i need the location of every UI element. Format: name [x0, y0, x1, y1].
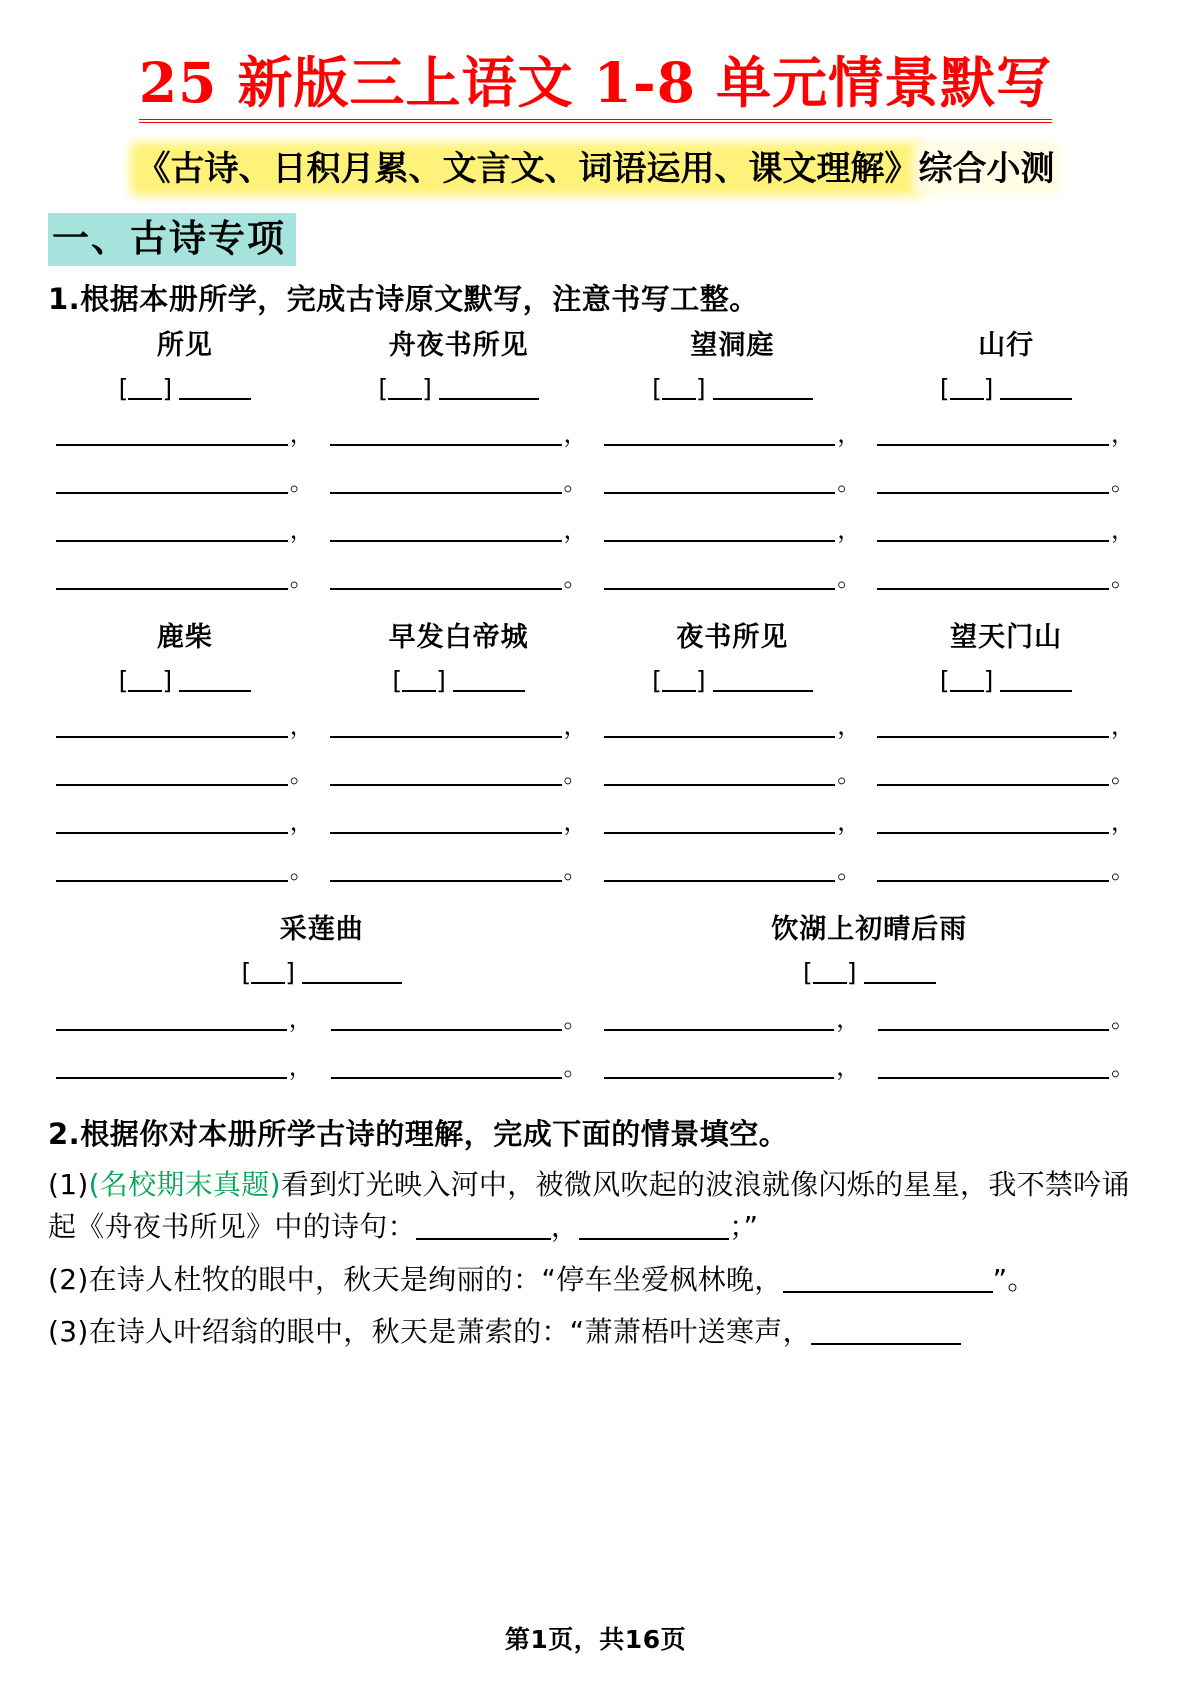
author-name-blank[interactable]	[302, 964, 402, 984]
punct: ，	[837, 808, 862, 837]
punct: 。	[563, 1052, 588, 1081]
poem-line-blank[interactable]	[604, 856, 862, 885]
punct: 。	[837, 760, 862, 789]
poem-line-blank[interactable]	[330, 516, 588, 542]
poem-line-blank[interactable]	[877, 516, 1135, 542]
punct: ，	[563, 419, 588, 448]
punct: ，	[1111, 515, 1135, 544]
author-name-blank[interactable]	[713, 672, 813, 692]
punct: 。	[563, 760, 588, 789]
poem-line-blank[interactable]	[330, 420, 588, 446]
poem-line-blank[interactable]	[56, 760, 314, 789]
punct: ，	[289, 808, 314, 837]
punct: 。	[837, 467, 862, 496]
fill-item-2	[48, 1259, 1143, 1302]
poem-line-blank[interactable]	[877, 468, 1135, 494]
author-name-blank[interactable]	[1000, 672, 1072, 692]
punct: 。	[1111, 760, 1135, 789]
item-end: ”。	[992, 1262, 1036, 1296]
poem-line-blank[interactable]	[877, 712, 1135, 741]
author-name-blank[interactable]	[179, 380, 251, 400]
poem-line-blank[interactable]	[604, 712, 862, 741]
answer-blank[interactable]	[416, 1218, 551, 1240]
item-text: 在诗人杜牧的眼中，秋天是绚丽的：“停车坐爱枫林晚，	[88, 1262, 783, 1296]
author-blank[interactable]	[950, 672, 984, 692]
punct: 。	[289, 563, 314, 592]
punct: ，	[563, 515, 588, 544]
author-blank[interactable]	[128, 672, 162, 692]
question-1-prompt: 1.根据本册所学，完成古诗原文默写，注意书写工整。	[48, 282, 759, 317]
author-blank[interactable]	[128, 380, 162, 400]
poem-line-blank[interactable]	[330, 712, 588, 741]
subtitle-block	[48, 145, 1143, 194]
poem-line-blank[interactable]	[604, 1005, 1136, 1031]
punct: 。	[289, 856, 314, 885]
author-name-blank[interactable]	[453, 672, 525, 692]
author-blank[interactable]	[950, 380, 984, 400]
author-blank[interactable]	[662, 672, 696, 692]
page-title: 25 新版三上语文 1-8 单元情景默写	[139, 52, 1052, 123]
poem-line-blank[interactable]	[56, 564, 314, 590]
poem-author-line: [ ]	[330, 373, 588, 404]
poem-line-blank[interactable]	[56, 420, 314, 446]
poem-line-blank[interactable]	[604, 420, 862, 446]
item-text: 我不禁吟诵起《舟夜书所见》中的诗句：	[48, 1167, 1130, 1244]
poem-block-zhouyeshusuojian	[322, 328, 596, 612]
poem-line-blank[interactable]	[56, 1005, 588, 1031]
poem-block-wangtianmenshan	[869, 620, 1143, 904]
answer-blank[interactable]	[958, 1271, 993, 1293]
punct: 。	[563, 856, 588, 885]
punct: ，	[836, 1004, 861, 1033]
punct: 。	[1111, 856, 1135, 885]
punct: ，	[837, 712, 862, 741]
poem-line-blank[interactable]	[330, 760, 588, 789]
poem-title: 山行	[978, 329, 1035, 361]
poem-grid-row-3	[48, 912, 1143, 1100]
punct: 。	[289, 467, 314, 496]
poem-title: 夜书所见	[676, 621, 789, 653]
poem-author-line: [ ]	[56, 373, 314, 404]
poem-line-blank[interactable]	[877, 808, 1135, 837]
punct: ，	[563, 712, 588, 741]
poem-title: 鹿柴	[156, 621, 213, 653]
subtitle-highlighted-part: 《古诗、日积月累、文言文、词语运用、课文理解》	[136, 148, 919, 189]
punct: ，	[1111, 712, 1135, 741]
item-text: 在诗人叶绍翁的眼中，秋天是萧索的：“萧萧梧叶送寒声，	[88, 1315, 811, 1349]
fill-item-1	[48, 1164, 1143, 1249]
subtitle-tail: 综合小测	[918, 148, 1055, 189]
poem-block-cailianqu	[48, 912, 596, 1100]
author-blank[interactable]	[662, 380, 696, 400]
poem-line-blank[interactable]	[877, 564, 1135, 590]
poem-line-blank[interactable]	[604, 516, 862, 542]
poem-block-yinhushangchuqinghouyu	[596, 912, 1144, 1100]
section-heading: 一、古诗专项	[48, 213, 296, 266]
poem-line-blank[interactable]	[604, 564, 862, 590]
poem-author-line: [ ]	[877, 665, 1135, 696]
poem-line-blank[interactable]	[877, 760, 1135, 789]
punct: 。	[1111, 563, 1135, 592]
punct: ，	[288, 1052, 313, 1081]
punct: 。	[837, 563, 862, 592]
poem-line-blank[interactable]	[56, 516, 314, 542]
punct: 。	[289, 760, 314, 789]
answer-blank[interactable]	[579, 1218, 729, 1240]
poem-title: 所见	[156, 329, 213, 361]
poem-block-shanxing	[869, 328, 1143, 612]
item-tag: (名校期末真题)	[88, 1167, 281, 1201]
title-block	[48, 0, 1143, 123]
answer-blank[interactable]	[811, 1323, 961, 1345]
poem-title: 采莲曲	[279, 914, 364, 946]
poem-line-blank[interactable]	[56, 808, 314, 837]
punct: ，	[289, 712, 314, 741]
punct: ，	[837, 419, 862, 448]
poem-title: 饮湖上初晴后雨	[771, 914, 968, 946]
item-number: (1)	[48, 1167, 89, 1201]
punct: 。	[1111, 467, 1135, 496]
poem-block-wangdongting	[596, 328, 870, 612]
poem-title: 望洞庭	[690, 329, 775, 361]
poem-author-line: [ ]	[56, 957, 588, 988]
author-name-blank[interactable]	[179, 672, 251, 692]
poem-author-line: [ ]	[604, 665, 862, 696]
author-blank[interactable]	[813, 964, 847, 984]
item-number: (2)	[48, 1262, 89, 1296]
question-2-prompt: 2.根据你对本册所学古诗的理解，完成下面的情景填空。	[48, 1116, 789, 1151]
author-name-blank[interactable]	[439, 380, 539, 400]
poem-line-blank[interactable]	[330, 808, 588, 837]
item-end: ；”	[729, 1210, 759, 1244]
punct: ，	[837, 515, 862, 544]
poem-line-blank[interactable]	[604, 1053, 1136, 1079]
punct: ，	[550, 1210, 580, 1244]
punct: 。	[1111, 1052, 1135, 1081]
poem-line-blank[interactable]	[877, 856, 1135, 885]
punct: ，	[1111, 808, 1135, 837]
punct: 。	[563, 467, 588, 496]
fill-item-3	[48, 1311, 1143, 1354]
poem-author-line: [ ]	[56, 665, 314, 696]
page-footer: 第1页，共16页	[504, 1625, 687, 1654]
poem-line-blank[interactable]	[56, 712, 314, 741]
poem-block-luzhai	[48, 620, 322, 904]
poem-block-suojian	[48, 328, 322, 612]
author-name-blank[interactable]	[1000, 380, 1072, 400]
section-heading-block	[48, 213, 1143, 266]
punct: ，	[563, 808, 588, 837]
poem-author-line: [ ]	[604, 373, 862, 404]
author-blank[interactable]	[251, 964, 285, 984]
item-text: 看到灯光映入河中，被微风吹起的波浪就像闪烁的星星，	[280, 1167, 989, 1201]
poem-line-blank[interactable]	[330, 856, 588, 885]
poem-line-blank[interactable]	[56, 468, 314, 494]
punct: ，	[836, 1052, 861, 1081]
subtitle	[135, 145, 1057, 194]
poem-title: 望天门山	[950, 621, 1063, 653]
punct: 。	[563, 563, 588, 592]
answer-blank[interactable]	[783, 1271, 958, 1293]
poem-line-blank[interactable]	[604, 468, 862, 494]
poem-line-blank[interactable]	[330, 468, 588, 494]
poem-grid-row-2	[48, 620, 1143, 904]
poem-author-line: [ ]	[877, 373, 1135, 404]
poem-line-blank[interactable]	[330, 564, 588, 590]
punct: ，	[289, 419, 314, 448]
author-blank[interactable]	[388, 380, 422, 400]
item-number: (3)	[48, 1315, 89, 1349]
poem-title: 早发白帝城	[388, 621, 529, 653]
author-blank[interactable]	[402, 672, 436, 692]
author-name-blank[interactable]	[713, 380, 813, 400]
poem-author-line: [ ]	[604, 957, 1136, 988]
punct: 。	[837, 856, 862, 885]
poem-line-blank[interactable]	[56, 856, 314, 885]
punct: 。	[1111, 1004, 1135, 1033]
punct: 。	[563, 1004, 588, 1033]
poem-line-blank[interactable]	[604, 760, 862, 789]
poem-author-line: [ ]	[330, 665, 588, 696]
poem-block-yeshusuojian	[596, 620, 870, 904]
punct: ，	[1111, 419, 1135, 448]
punct: ，	[289, 515, 314, 544]
poem-block-zaofabaidicheng	[322, 620, 596, 904]
poem-line-blank[interactable]	[56, 1053, 588, 1079]
punct: ，	[288, 1004, 313, 1033]
poem-title: 舟夜书所见	[388, 329, 529, 361]
poem-line-blank[interactable]	[604, 808, 862, 837]
author-name-blank[interactable]	[864, 964, 936, 984]
poem-grid-row-1	[48, 328, 1143, 612]
poem-line-blank[interactable]	[877, 420, 1135, 446]
